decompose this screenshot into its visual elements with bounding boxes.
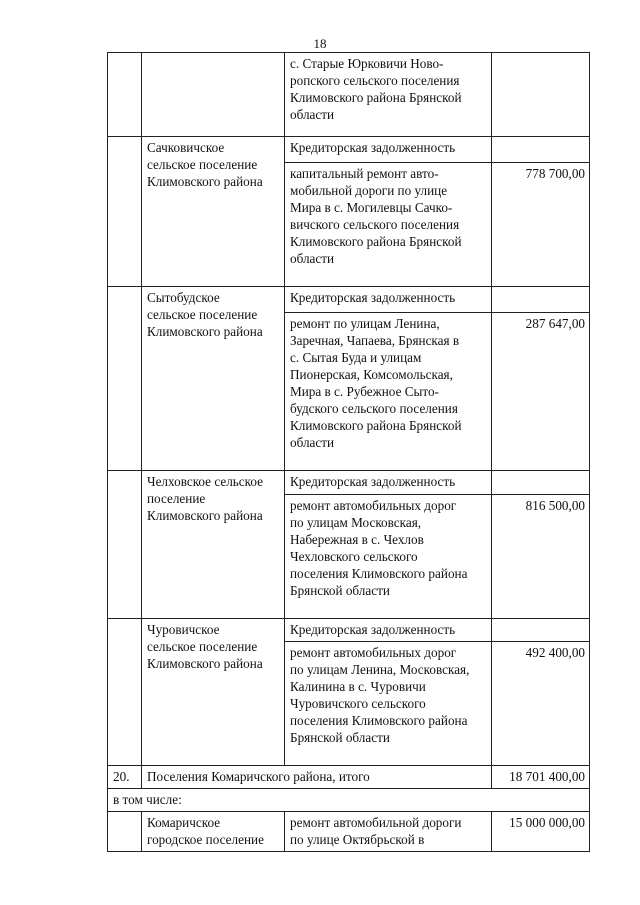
table-row bbox=[108, 789, 590, 812]
row-number-cell bbox=[108, 471, 142, 619]
budget-table bbox=[107, 52, 590, 852]
table-row bbox=[108, 287, 590, 313]
row-number-cell bbox=[108, 137, 142, 287]
row-number-cell: 20. bbox=[108, 766, 142, 789]
settlement-name-cell: Сытобудское сельское поселение Климовского района bbox=[142, 287, 285, 471]
sum-cell bbox=[492, 137, 590, 163]
row-number-cell bbox=[108, 53, 142, 137]
table-row bbox=[108, 53, 590, 137]
purpose-cell: капитальный ремонт авто- мобильной дороги по улице Мира в с. Могилевцы Сачко- вичского сельского поселения Климовского района Брянской области bbox=[285, 163, 492, 287]
creditor-debt-cell: Кредиторская задолженность bbox=[285, 137, 492, 163]
table-row bbox=[108, 471, 590, 495]
table-row bbox=[108, 766, 590, 789]
purpose-cell: ремонт автомобильных дорог по улицам Ленина, Московская, Калинина в с. Чуровичи Чуровичского сельского поселения Климовского района Брянской области bbox=[285, 642, 492, 766]
settlement-name-cell: Чуровичское сельское поселение Климовского района bbox=[142, 619, 285, 766]
page-number: 18 bbox=[313, 36, 327, 51]
sum-cell: 778 700,00 bbox=[492, 163, 590, 287]
row-number-cell bbox=[108, 619, 142, 766]
sum-cell: 287 647,00 bbox=[492, 313, 590, 471]
table-row bbox=[108, 619, 590, 642]
creditor-debt-cell: Кредиторская задолженность bbox=[285, 619, 492, 642]
creditor-debt-cell: Кредиторская задолженность bbox=[285, 287, 492, 313]
including-label-cell: в том числе: bbox=[108, 789, 590, 812]
purpose-cell: ремонт по улицам Ленина, Заречная, Чапаева, Брянская в с. Сытая Буда и улицам Пионерская, Комсомольская, Мира в с. Рубежное Сыто- будского сельского поселения Климовского района Брянской области bbox=[285, 313, 492, 471]
row-number-cell bbox=[108, 812, 142, 852]
table-row bbox=[108, 812, 590, 852]
sum-cell: 816 500,00 bbox=[492, 495, 590, 619]
creditor-debt-cell: Кредиторская задолженность bbox=[285, 471, 492, 495]
district-total-name-cell: Поселения Комаричского района, итого bbox=[142, 766, 492, 789]
row-number-cell bbox=[108, 287, 142, 471]
settlement-name-cell bbox=[142, 53, 285, 137]
sum-cell: 18 701 400,00 bbox=[492, 766, 590, 789]
sum-cell bbox=[492, 53, 590, 137]
sum-cell bbox=[492, 619, 590, 642]
sum-cell bbox=[492, 471, 590, 495]
settlement-name-cell: Челховское сельское поселение Климовского района bbox=[142, 471, 285, 619]
settlement-name-cell: Комаричское городское поселение bbox=[142, 812, 285, 852]
sum-cell bbox=[492, 287, 590, 313]
settlement-name-cell: Сачковичское сельское поселение Климовского района bbox=[142, 137, 285, 287]
sum-cell: 492 400,00 bbox=[492, 642, 590, 766]
table-row bbox=[108, 137, 590, 163]
purpose-cell: ремонт автомобильной дороги по улице Октябрьской в bbox=[285, 812, 492, 852]
sum-cell: 15 000 000,00 bbox=[492, 812, 590, 852]
purpose-cell: с. Старые Юрковичи Ново- ропского сельского поселения Климовского района Брянской области bbox=[285, 53, 492, 137]
purpose-cell: ремонт автомобильных дорог по улицам Московская, Набережная в с. Чехлов Чехловского сельского поселения Климовского района Брянской области bbox=[285, 495, 492, 619]
